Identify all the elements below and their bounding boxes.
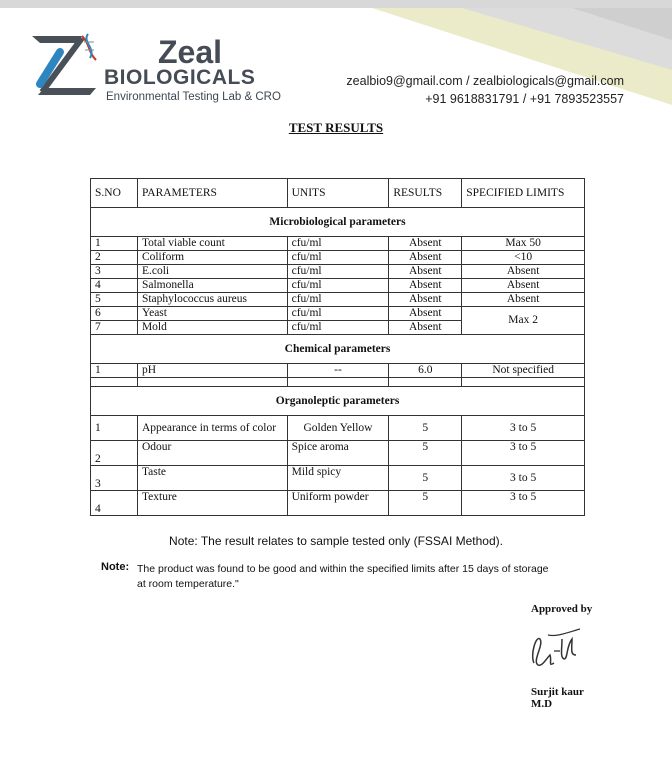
cell-limit: Absent xyxy=(462,293,585,307)
cell-unit: -- xyxy=(287,364,389,378)
cell-sno: 1 xyxy=(91,364,138,378)
cell-unit: Uniform powder xyxy=(287,491,389,516)
cell-result: Absent xyxy=(389,321,462,335)
table-row xyxy=(91,279,585,293)
section-heading: Chemical parameters xyxy=(91,335,585,364)
section-heading: Microbiological parameters xyxy=(91,208,585,237)
cell-sno: 1 xyxy=(91,416,138,441)
cell-result: Absent xyxy=(389,265,462,279)
table-row xyxy=(91,416,585,441)
cell-unit: Golden Yellow xyxy=(287,416,389,441)
header-limits: SPECIFIED LIMITS xyxy=(462,179,585,208)
cell-param: Yeast xyxy=(137,307,287,321)
spacer-row xyxy=(91,378,585,387)
header-parameters: PARAMETERS xyxy=(137,179,287,208)
table-row xyxy=(91,307,585,321)
cell-param: Odour xyxy=(137,441,287,466)
table-row xyxy=(91,364,585,378)
cell-unit: cfu/ml xyxy=(287,293,389,307)
cell-result: Absent xyxy=(389,251,462,265)
cell-sno: 2 xyxy=(91,441,138,466)
cell-sno: 4 xyxy=(91,279,138,293)
cell-result: 6.0 xyxy=(389,364,462,378)
section-organo xyxy=(91,387,585,416)
section-chem xyxy=(91,335,585,364)
brand-name: Zeal xyxy=(158,34,223,70)
cell-result: Absent xyxy=(389,307,462,321)
cell-unit: cfu/ml xyxy=(287,265,389,279)
cell-limit: Absent xyxy=(462,265,585,279)
spacer-cell xyxy=(389,378,462,387)
table-row xyxy=(91,466,585,491)
spacer-cell xyxy=(91,378,138,387)
cell-limit: 3 to 5 xyxy=(462,491,585,516)
cell-limit: Max 50 xyxy=(462,237,585,251)
cell-sno: 1 xyxy=(91,237,138,251)
signer-name: Surjit kaur xyxy=(531,686,584,698)
cell-sno: 5 xyxy=(91,293,138,307)
cell-result: 5 xyxy=(389,416,462,441)
cell-param: Staphylococcus aureus xyxy=(137,293,287,307)
cell-unit: cfu/ml xyxy=(287,321,389,335)
approved-by-label: Approved by xyxy=(531,603,593,615)
cell-limit: Absent xyxy=(462,279,585,293)
header-sno: S.NO xyxy=(91,179,138,208)
header-units: UNITS xyxy=(287,179,389,208)
spacer-cell xyxy=(287,378,389,387)
contact-phones: +91 9618831791 / +91 7893523557 xyxy=(425,92,624,106)
cell-result: 5 xyxy=(389,441,462,466)
signature-icon xyxy=(526,625,596,675)
cell-unit: cfu/ml xyxy=(287,251,389,265)
cell-param: Taste xyxy=(137,466,287,491)
header-results: RESULTS xyxy=(389,179,462,208)
cell-limit: Max 2 xyxy=(462,307,585,335)
cell-param: pH xyxy=(137,364,287,378)
cell-unit: cfu/ml xyxy=(287,279,389,293)
cell-result: 5 xyxy=(389,491,462,516)
cell-param: E.coli xyxy=(137,265,287,279)
results-table xyxy=(90,178,585,516)
note-text: The product was found to be good and within the specified limits after 15 days of storage at room temperature." xyxy=(137,563,549,590)
cell-sno: 6 xyxy=(91,307,138,321)
cell-sno: 3 xyxy=(91,466,138,491)
brand-tagline: Environmental Testing Lab & CRO xyxy=(106,91,281,103)
section-micro xyxy=(91,208,585,237)
brand-subtitle: BIOLOGICALS xyxy=(104,66,256,89)
cell-param: Mold xyxy=(137,321,287,335)
section-heading: Organoleptic parameters xyxy=(91,387,585,416)
cell-unit: cfu/ml xyxy=(287,307,389,321)
cell-limit: Not specified xyxy=(462,364,585,378)
cell-result: 5 xyxy=(389,466,462,491)
cell-param: Coliform xyxy=(137,251,287,265)
cell-sno: 2 xyxy=(91,251,138,265)
cell-unit: Spice aroma xyxy=(287,441,389,466)
cell-limit: 3 to 5 xyxy=(462,416,585,441)
cell-param: Texture xyxy=(137,491,287,516)
cell-limit: <10 xyxy=(462,251,585,265)
cell-unit: Mild spicy xyxy=(287,466,389,491)
cell-result: Absent xyxy=(389,237,462,251)
cell-sno: 3 xyxy=(91,265,138,279)
cell-param: Salmonella xyxy=(137,279,287,293)
cell-param: Total viable count xyxy=(137,237,287,251)
cell-result: Absent xyxy=(389,293,462,307)
signer-role: M.D xyxy=(531,698,553,710)
table-row xyxy=(91,293,585,307)
note-label: Note: xyxy=(101,561,130,573)
logo-icon xyxy=(30,30,105,100)
cell-limit: 3 to 5 xyxy=(462,441,585,466)
cell-result: Absent xyxy=(389,279,462,293)
spacer-cell xyxy=(462,378,585,387)
table-row xyxy=(91,265,585,279)
table-row xyxy=(91,251,585,265)
table-header-row xyxy=(91,179,585,208)
table-row xyxy=(91,441,585,466)
table-row xyxy=(91,491,585,516)
cell-unit: cfu/ml xyxy=(287,237,389,251)
method-note: Note: The result relates to sample tested only (FSSAI Method). xyxy=(169,534,503,548)
spacer-cell xyxy=(137,378,287,387)
cell-limit: 3 to 5 xyxy=(462,466,585,491)
cell-sno: 4 xyxy=(91,491,138,516)
cell-sno: 7 xyxy=(91,321,138,335)
cell-param: Appearance in terms of color xyxy=(137,416,287,441)
contact-emails: zealbio9@gmail.com / zealbiologicals@gmail.com xyxy=(346,74,624,88)
document-title: TEST RESULTS xyxy=(288,120,384,135)
table-row xyxy=(91,237,585,251)
